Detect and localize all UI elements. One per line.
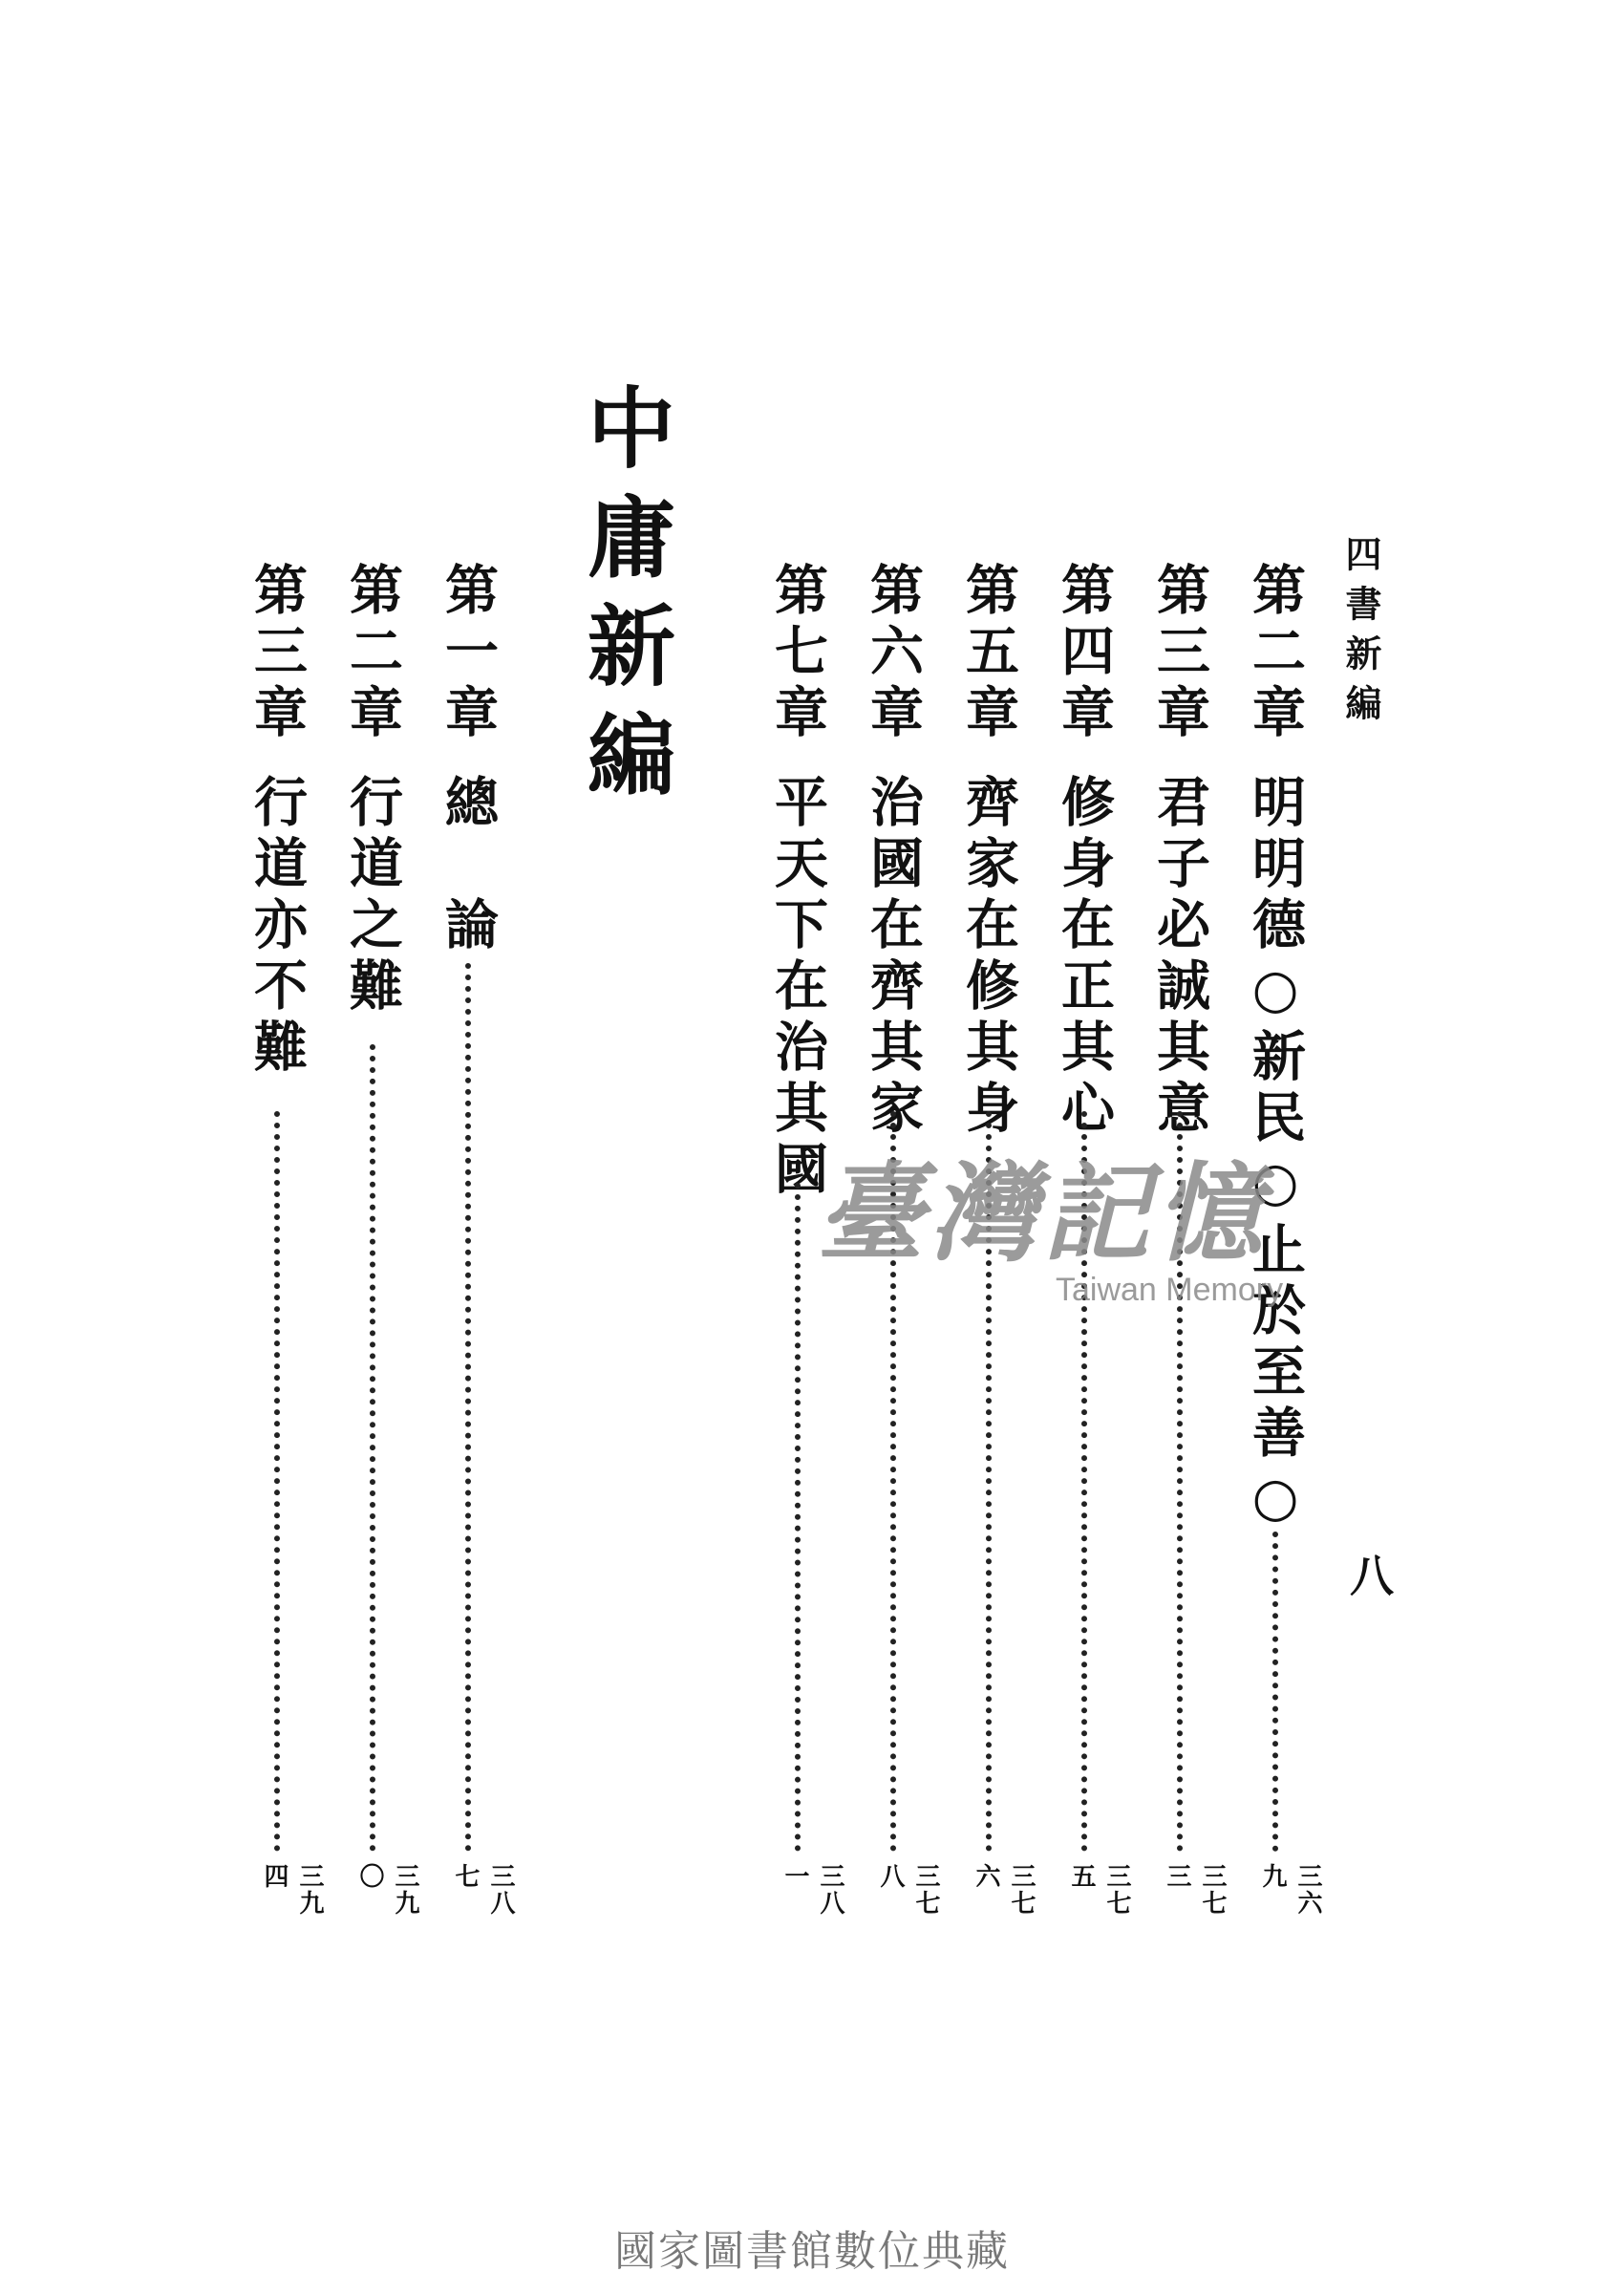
toc-chapter-number: 第二章 <box>1244 562 1307 745</box>
toc-page-number: 三九四 <box>260 1863 324 1917</box>
toc-chapter-number: 第七章 <box>766 562 829 745</box>
toc-page-number: 三七八 <box>876 1863 940 1917</box>
toc-entry[interactable] <box>1242 562 1322 1918</box>
toc-entry[interactable] <box>860 562 940 1918</box>
toc-chapter-number: 第六章 <box>862 562 925 745</box>
watermark-english: Taiwan Memory <box>1056 1272 1284 1308</box>
toc-dot-leader <box>1272 1532 1278 1852</box>
toc-chapter-number: 第四章 <box>1053 562 1116 745</box>
toc-chapter-title: 修身在正其心 <box>1053 774 1116 1141</box>
watermark-chinese: 臺灣記憶 <box>817 1151 1268 1276</box>
toc-chapter-number: 第三章 <box>246 562 309 745</box>
toc-dot-leader <box>1081 1111 1087 1852</box>
toc-dot-leader <box>274 1111 280 1852</box>
toc-chapter-number: 第二章 <box>341 562 404 745</box>
toc-page-number: 三六九 <box>1258 1863 1322 1917</box>
toc-chapter-title: 明明德○新民○止於至善○ <box>1244 774 1307 1536</box>
toc-chapter-title: 君子必誠其意 <box>1148 774 1211 1141</box>
toc-entry[interactable] <box>764 562 844 1918</box>
toc-chapter-title: 總 論 <box>437 774 500 957</box>
toc-entry[interactable] <box>244 562 324 1918</box>
toc-page-number: 三七六 <box>972 1863 1036 1917</box>
toc-entry[interactable] <box>955 562 1036 1918</box>
footer-collection-label: 國家圖書館數位典藏 <box>614 2227 1010 2276</box>
running-header: 四書新編 <box>1339 535 1382 734</box>
toc-dot-leader <box>986 1111 992 1852</box>
toc-page-number: 三八一 <box>780 1863 844 1917</box>
toc-page-number: 三七三 <box>1163 1863 1227 1917</box>
toc-chapter-number: 第三章 <box>1148 562 1211 745</box>
toc-dot-leader <box>370 1044 375 1852</box>
toc-chapter-title: 齊家在修其身 <box>957 774 1020 1141</box>
section-heading: 中庸新編 <box>573 382 676 818</box>
toc-chapter-number: 第一章 <box>437 562 500 745</box>
toc-entry[interactable] <box>435 562 515 1918</box>
toc-dot-leader <box>890 1111 896 1852</box>
toc-dot-leader <box>1177 1111 1183 1852</box>
page-number: 八 <box>1343 1553 1395 1597</box>
toc-entry[interactable] <box>1146 562 1227 1918</box>
toc-chapter-number: 第五章 <box>957 562 1020 745</box>
toc-dot-leader <box>465 963 471 1852</box>
toc-chapter-title: 治國在齊其家 <box>862 774 925 1141</box>
toc-page-number: 三九〇 <box>355 1863 419 1917</box>
toc-page-number: 三七五 <box>1067 1863 1131 1917</box>
toc-page-number: 三八七 <box>451 1863 515 1917</box>
toc-dot-leader <box>795 1183 801 1852</box>
toc-chapter-title: 平天下在治其國 <box>766 774 829 1202</box>
toc-entry[interactable] <box>1051 562 1131 1918</box>
toc-chapter-title: 行道亦不難 <box>246 774 309 1080</box>
toc-chapter-title: 行道之難 <box>341 774 404 1018</box>
toc-entry[interactable] <box>339 562 419 1918</box>
